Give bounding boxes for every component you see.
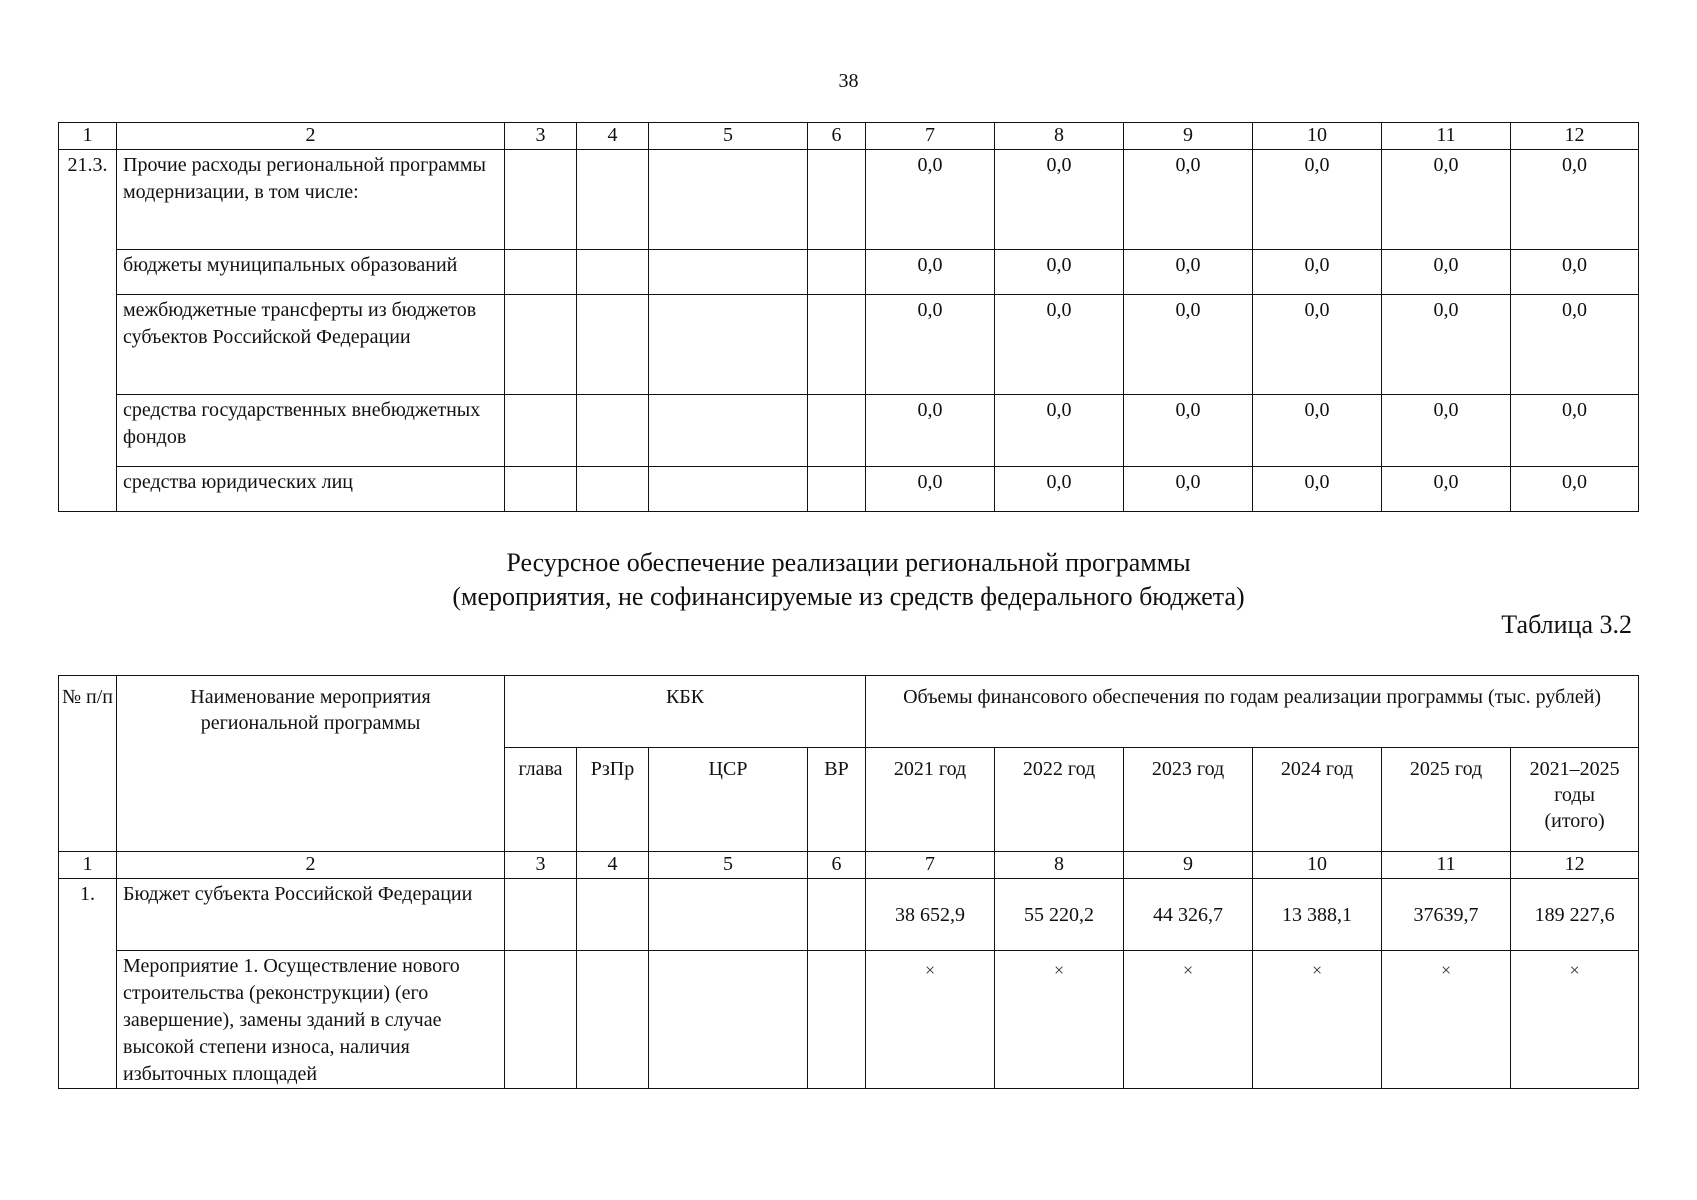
empty-cell <box>649 295 808 395</box>
not-applicable-mark: × <box>1124 951 1253 1089</box>
not-applicable-mark: × <box>1382 951 1511 1089</box>
empty-cell <box>808 395 866 467</box>
value-cell: 0,0 <box>866 150 995 250</box>
value-cell: 0,0 <box>1124 250 1253 295</box>
empty-cell <box>808 467 866 512</box>
section-title-line2: (мероприятия, не софинансируемые из средств федерального бюджета) <box>452 582 1245 611</box>
value-cell: 0,0 <box>866 295 995 395</box>
col-number: 9 <box>1124 852 1253 879</box>
value-cell: 0,0 <box>1382 150 1511 250</box>
row-name: межбюджетные трансферты из бюджетов субъектов Российской Федерации <box>117 295 505 395</box>
col-number: 11 <box>1382 123 1511 150</box>
value-cell: 0,0 <box>1124 295 1253 395</box>
value-cell: 0,0 <box>995 150 1124 250</box>
col-number: 5 <box>649 852 808 879</box>
value-cell: 0,0 <box>1511 150 1639 250</box>
header-csr: ЦСР <box>649 748 808 852</box>
table-row <box>59 250 1639 295</box>
row-name: Прочие расходы региональной программы модернизации, в том числе: <box>117 150 505 250</box>
table-row <box>59 951 1639 1089</box>
value-cell: 38 652,9 <box>866 879 995 951</box>
value-cell: 0,0 <box>866 250 995 295</box>
col-number: 10 <box>1253 123 1382 150</box>
value-cell: 189 227,6 <box>1511 879 1639 951</box>
table-row <box>59 467 1639 512</box>
col-number: 3 <box>505 123 577 150</box>
col-number: 7 <box>866 123 995 150</box>
column-numbers-row <box>59 852 1639 879</box>
value-cell: 0,0 <box>1511 395 1639 467</box>
not-applicable-mark: × <box>866 951 995 1089</box>
col-number: 7 <box>866 852 995 879</box>
value-cell: 0,0 <box>995 467 1124 512</box>
value-cell: 0,0 <box>1253 395 1382 467</box>
header-year: 2023 год <box>1124 748 1253 852</box>
row-name: средства юридических лиц <box>117 467 505 512</box>
header-year: 2024 год <box>1253 748 1382 852</box>
value-cell: 0,0 <box>1124 150 1253 250</box>
value-cell: 0,0 <box>1253 250 1382 295</box>
empty-cell <box>577 467 649 512</box>
table-row <box>59 395 1639 467</box>
col-number: 12 <box>1511 123 1639 150</box>
empty-cell <box>505 250 577 295</box>
header-volumes: Объемы финансового обеспечения по годам реализации программы (тыс. рублей) <box>866 676 1639 748</box>
header-year: 2025 год <box>1382 748 1511 852</box>
empty-cell <box>649 951 808 1089</box>
col-number: 5 <box>649 123 808 150</box>
value-cell: 0,0 <box>1382 395 1511 467</box>
col-number: 12 <box>1511 852 1639 879</box>
value-cell: 0,0 <box>1382 295 1511 395</box>
value-cell: 0,0 <box>1511 295 1639 395</box>
empty-cell <box>505 295 577 395</box>
row-name: Бюджет субъекта Российской Федерации <box>117 879 505 951</box>
header-vr: ВР <box>808 748 866 852</box>
header-name: Наименование мероприятия региональной программы <box>117 676 505 852</box>
col-number: 6 <box>808 852 866 879</box>
header-year: 2022 год <box>995 748 1124 852</box>
value-cell: 0,0 <box>1253 150 1382 250</box>
col-number: 4 <box>577 123 649 150</box>
header-glava: глава <box>505 748 577 852</box>
col-number: 8 <box>995 123 1124 150</box>
header-year-total: 2021–2025 годы (итого) <box>1511 748 1639 852</box>
value-cell: 0,0 <box>1124 467 1253 512</box>
empty-cell <box>808 250 866 295</box>
value-cell: 0,0 <box>866 395 995 467</box>
header-num: № п/п <box>59 676 117 852</box>
row-name: Мероприятие 1. Осуществление нового строительства (реконструкции) (его завершение), замены зданий в случае высокой степени износа, наличия избыточных площадей <box>117 951 505 1089</box>
col-number: 2 <box>117 852 505 879</box>
empty-cell <box>649 250 808 295</box>
header-rzpr: РзПр <box>577 748 649 852</box>
empty-cell <box>808 150 866 250</box>
not-applicable-mark: × <box>1253 951 1382 1089</box>
section-title-line1: Ресурсное обеспечение реализации региональной программы <box>506 548 1191 577</box>
empty-cell <box>649 395 808 467</box>
value-cell: 55 220,2 <box>995 879 1124 951</box>
empty-cell <box>808 879 866 951</box>
table-row <box>59 879 1639 951</box>
page-number: 38 <box>838 70 859 92</box>
empty-cell <box>505 150 577 250</box>
table-row <box>59 295 1639 395</box>
col-number: 9 <box>1124 123 1253 150</box>
not-applicable-mark: × <box>995 951 1124 1089</box>
col-number: 10 <box>1253 852 1382 879</box>
empty-cell <box>577 395 649 467</box>
value-cell: 13 388,1 <box>1253 879 1382 951</box>
col-number: 8 <box>995 852 1124 879</box>
empty-cell <box>577 879 649 951</box>
value-cell: 0,0 <box>1124 395 1253 467</box>
empty-cell <box>577 951 649 1089</box>
col-number: 3 <box>505 852 577 879</box>
header-year: 2021 год <box>866 748 995 852</box>
value-cell: 0,0 <box>1253 467 1382 512</box>
column-numbers-row <box>59 123 1639 150</box>
header-row <box>59 676 1639 748</box>
value-cell: 0,0 <box>1511 250 1639 295</box>
header-kbk: КБК <box>505 676 866 748</box>
value-cell: 0,0 <box>866 467 995 512</box>
empty-cell <box>808 295 866 395</box>
empty-cell <box>577 150 649 250</box>
value-cell: 0,0 <box>1382 467 1511 512</box>
empty-cell <box>577 295 649 395</box>
row-number: 21.3. <box>59 150 117 512</box>
value-cell: 0,0 <box>1382 250 1511 295</box>
empty-cell <box>505 879 577 951</box>
col-number: 11 <box>1382 852 1511 879</box>
table-label: Таблица 3.2 <box>1501 610 1632 639</box>
value-cell: 0,0 <box>995 250 1124 295</box>
col-number: 4 <box>577 852 649 879</box>
value-cell: 0,0 <box>995 295 1124 395</box>
empty-cell <box>505 395 577 467</box>
value-cell: 0,0 <box>1511 467 1639 512</box>
top-table <box>58 122 1639 512</box>
empty-cell <box>649 150 808 250</box>
bottom-table <box>58 675 1639 1089</box>
row-number: 1. <box>59 879 117 1089</box>
not-applicable-mark: × <box>1511 951 1639 1089</box>
col-number: 1 <box>59 123 117 150</box>
value-cell: 0,0 <box>995 395 1124 467</box>
row-name: бюджеты муниципальных образований <box>117 250 505 295</box>
row-name: средства государственных внебюджетных фондов <box>117 395 505 467</box>
value-cell: 37639,7 <box>1382 879 1511 951</box>
empty-cell <box>808 951 866 1089</box>
empty-cell <box>649 879 808 951</box>
value-cell: 44 326,7 <box>1124 879 1253 951</box>
col-number: 6 <box>808 123 866 150</box>
table-row <box>59 150 1639 250</box>
empty-cell <box>505 951 577 1089</box>
empty-cell <box>649 467 808 512</box>
empty-cell <box>505 467 577 512</box>
col-number: 1 <box>59 852 117 879</box>
empty-cell <box>577 250 649 295</box>
value-cell: 0,0 <box>1253 295 1382 395</box>
col-number: 2 <box>117 123 505 150</box>
